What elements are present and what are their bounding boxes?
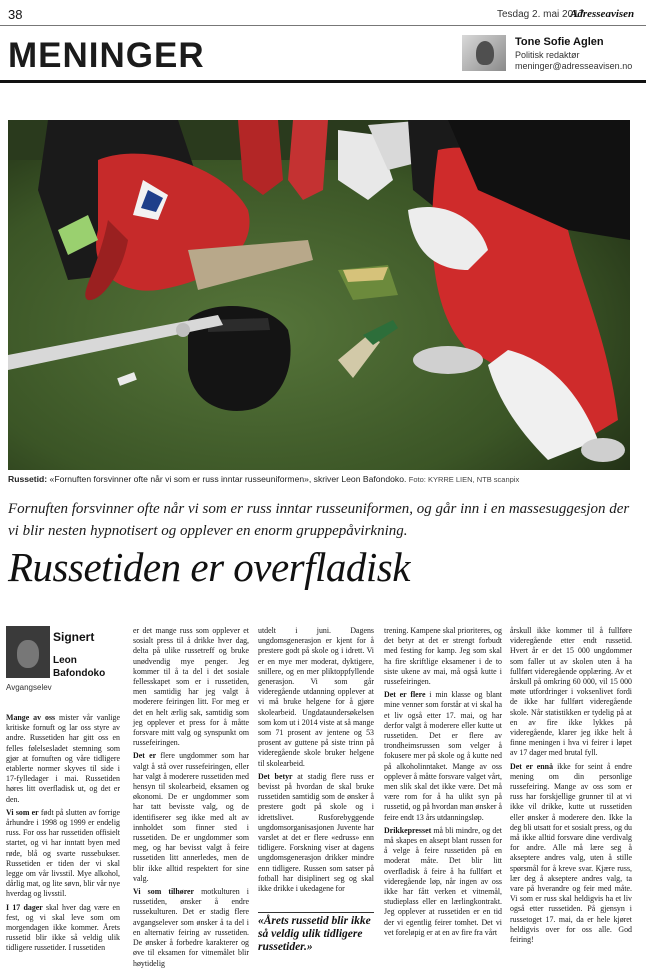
paragraph-text: trening. Kampene skal prioriteres, og det betyr at det er strengt forbudt med festing for kamp. Jeg som skal ha fire skriftlige eksamener i de to siste ukene av mai, må også kutte i russefeiringen.	[384, 626, 502, 687]
paragraph-text: er det mange russ som opplever et sosialt press til å drikke hver dag, delta på ulike russetreff og bruke unødvendig mye penger. Jeg kommer til å ta del i det sosiale fellesskapet som er i russetiden, men samtidig har jeg valgt å moderere feiringen litt. For meg er det en helt ærlig sak, samtidig som jeg opplever et press for å måtte forsvare mitt valg og synspunkt om russefeiringen.	[133, 626, 249, 748]
paragraph-text: flere ungdommer som har valgt å stå over russefeiringen, eller har valgt å moderere russetiden med hensyn til skolearbeid, eksamen og økonomi. De er ungdommer som har tatt bevisste valg, og de identifiserer seg ikke med alt av innholdet som finner sted i russetiden. De er ungdommer som meg, og har bevisst valgt å feire russetiden litt annerledes, men de blir ikke alltid respektert for sine valg.	[133, 751, 249, 883]
paragraph-lead-in: Mange av oss	[6, 713, 56, 722]
paragraph-text: skal hver dag være en fest, og vi skal leve som om morgendagen ikke kommer. Årets russetid blir ikke så veldig ulik tidligere russetider. I russetiden	[6, 902, 120, 953]
paragraph-text: motkulturen i russetiden, ønsker å endre russekulturen. Det er stadig flere avgangselever som ønsker å ta del i en alternativ feiring av russetiden. De ønsker å forbedre karakterer og øve til eksamen for vitnemålet blir høytidelig	[133, 887, 249, 968]
russ-celebration-photo	[8, 120, 630, 470]
publication-logo: Adresseavisen	[570, 8, 635, 20]
paragraph-lead-in: Vi som tilhører	[133, 887, 195, 897]
paragraph	[133, 751, 249, 884]
paragraph	[510, 762, 632, 946]
paragraph-lead-in: Det er	[133, 751, 157, 761]
article-headline: Russetiden er overfladisk	[8, 544, 410, 590]
caption-text: «Fornuften forsvinner ofte når vi som er russ inntar russeuniformen», skriver Leon Bafondoko.	[49, 474, 407, 484]
paragraph	[384, 826, 502, 938]
author-role: Avgangselev	[6, 683, 52, 692]
author-name: Leon Bafondoko	[53, 655, 106, 679]
signert-label: Signert	[53, 630, 95, 644]
paragraph	[384, 690, 502, 823]
header-divider	[0, 80, 646, 83]
paragraph	[133, 887, 249, 969]
paragraph	[133, 626, 249, 748]
paragraph	[6, 903, 120, 954]
editor-name: Tone Sofie Aglen	[515, 36, 604, 48]
paragraph	[510, 626, 632, 759]
article-column-3	[258, 626, 374, 897]
editor-avatar	[462, 35, 506, 71]
photo-caption	[8, 474, 630, 484]
publication-date: Tesdag 2. mai 2017	[497, 9, 585, 20]
paragraph	[258, 626, 374, 769]
paragraph-text: født på slutten av forrige århundre i 1998 og 1999 er endelig russ. For oss har russetiden offisielt startet, og vi har inntatt byen med røde, blå og svarte russebukser. Russetiden er tiden der vi skal legge om vår livsstil. Mye alkohol, dårlig mat, og lite søvn, blir vår nye hverdag og livsstil.	[6, 807, 121, 899]
paragraph-lead-in: Det er flere	[384, 690, 426, 700]
paragraph-lead-in: I 17 dager	[6, 902, 43, 912]
editor-title: Politisk redaktør	[515, 50, 580, 60]
author-avatar	[6, 626, 50, 678]
editor-email: meninger@adresseavisen.no	[515, 61, 633, 71]
article-photo	[8, 120, 630, 470]
article-column-2	[133, 626, 249, 972]
section-title: MENINGER	[8, 36, 205, 75]
paragraph-text: i min klasse og blant mine venner som forstår at vi skal ha et liv også etter 17. mai, og har derfor valgt å moderere eller kutte ut russetiden. Det er flere av trondheimsrussen som velger å fokusere mer på skole og å kutte ned på alkoholinntaket. Mange av oss opplever å måtte forsvare valget vårt, men slik skal det ikke være. Det må være rom for å ha ulikt syn på russetid, og på hvordan man ønsker å feire endt 13 års utdanningsløp.	[384, 690, 502, 822]
paragraph	[258, 772, 374, 894]
paragraph-lead-in: Det betyr	[258, 771, 293, 781]
paragraph-text: mister vår vanlige kritiske fornuft og lar oss styre av andre. Russetiden har gitt oss en felles følelsesladet stemning som gjør at fornuften og våre tidligere etablerte normer skyves til side i 17-fylledager i mai. Russetiden høres litt overfladisk ut, og det er den.	[6, 713, 120, 804]
paragraph-text: årskull ikke kommer til å fullføre videregående etter endt russetid. Hvert år er det 15 000 ungdommer som faller ut av skolen uten å ha fullført videregående opplæring. Av et årskull på omkring 60 000, vil 15 000 møte utfordringer i voksenlivet fordi de ikke har fullført videregående skole. Når statistikken er tydelig på at en av fire ikke lykkes på videregående, klarer jeg ikke helt å finne meningen i hva vi feirer i løpet av 17 dager med brutal fyll.	[510, 626, 632, 758]
paragraph-text: at stadig flere russ er bevisst på hvordan de skal bruke russetiden samtidig som de ønsker å prestere godt på skole og i idrettslivet. Rusforebyggende ungdomsorganisasjonen Juvente har varslet at det er flere «edruss» enn tidligere. Forskning viser at dagens ungdomsgenerasjon drikker mindre enn tidligere. Russen som satser på fotball har disiplinert seg og skal ikke drikke i ukedagene for	[258, 771, 374, 894]
paragraph-lead-in: Det er ennå	[510, 761, 554, 771]
paragraph	[6, 713, 120, 805]
article-column-4	[384, 626, 502, 941]
paragraph-text: utdelt i juni. Dagens ungdomsgenerasjon er kjent for å prestere godt på skole og i idrett. Vi er en mye mer moderat, dyktigere, snillere, og en mer pliktoppfyllende generasjon. Vi som går videregående utdanning opplever at vi må bruke helgene for å gjøre skolearbeid. Ungdataundersøkelsen som kom ut i 2014 viste at så mange som 71 prosent av jentene og 53 prosent av guttene på siste trinn på videregående skole bruker helgene til skolearbeid.	[258, 626, 374, 768]
article-column-1	[6, 713, 120, 957]
paragraph-lead-in: Vi som er	[6, 807, 39, 817]
paragraph-lead-in: Drikkepresset	[384, 825, 432, 835]
caption-label: Russetid:	[8, 474, 48, 484]
photo-credit: Foto: KYRRE LIEN, NTB scanpix	[408, 475, 520, 484]
paragraph	[384, 626, 502, 687]
article-lead: Fornuften forsvinner ofte når vi som er russ inntar russeuniformen, og går inn i en massesuggesjon der vi blir nesten hypnotisert og opplever en enorm gruppepåvirkning.	[8, 501, 630, 539]
article-column-5	[510, 626, 632, 948]
pull-quote: «Årets russetid blir ikke så veldig ulik tidligere russetider.»	[258, 912, 374, 955]
paragraph-text: ikke for seint å endre mening om din personlige russefeiring. Mange av oss som er russ har forskjellige grunner til at vi ikke vil drikke, kutte ut russetiden eller ønsker å moderere den. Ikke la deg bli utsatt for et sosialt press, og du må ikke alltid forsvare dine verdivalg for andre. Alle må lære seg å akseptere andres valg, uten å stille spørsmål for å kreve svar. Kjære russ, lær deg å akseptere andres valg, ta vare på hverandre og feir med måte. Vi som er russ skal heldigvis ha et liv også etter russetiden. På gjensyn i russetoget 17. mai, da er hele kjøret heldigvis over for oss alle. God feiring!	[510, 761, 632, 945]
paragraph-text: må bli mindre, og det må skapes en aksept blant russen for å velge å feire russetiden på en moderat måte. Det blir litt overfladisk å feire å ha fullført et videregående løp, når ingen av oss ikke har fått verken et vitnemål, studieplass eller en lærlingkontrakt. Jeg opplever at russetiden er en tid der vi egentlig feirer tomhet. Det vi vet foreløpig er at en av fire fra vårt	[384, 825, 502, 937]
page-number: 38	[8, 7, 23, 22]
paragraph	[6, 808, 120, 900]
